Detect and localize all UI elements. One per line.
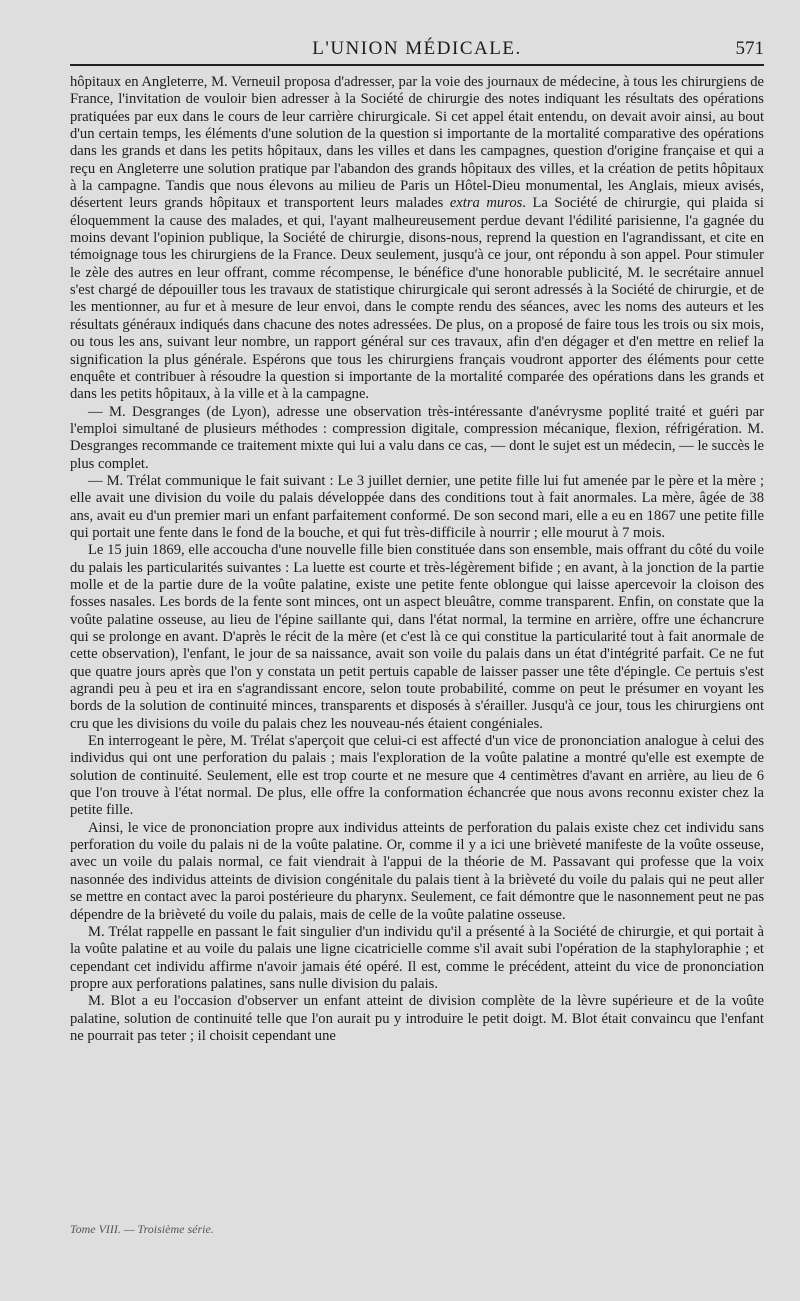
paragraph: En interrogeant le père, M. Trélat s'aperçoit que celui-ci est affecté d'un vice de prononciation analogue à celui des individus qui ont une perforation du palais ; mais l'exploration de la voûte palatine a montré qu'elle est exempte de solution de continuité. Seulement, elle est trop courte et ne mesure que 4 centimètres d'avant en arrière, au lieu de 6 que l'on trouve à l'état normal. De plus, elle offre la conformation échancrée que nous avons reconnu exister chez la petite fille. [70,733,764,819]
page-number: 571 [735,38,764,59]
paragraph: M. Blot a eu l'occasion d'observer un enfant atteint de division complète de la lèvre supérieure et de la voûte palatine, solution de continuité telle que l'on aurait pu y introduire le petit doigt. M. Blot était convaincu que l'enfant ne pourrait pas teter ; il choisit cependant une [70,993,764,1044]
paragraph: hôpitaux en Angleterre, M. Verneuil proposa d'adresser, par la voie des journaux de médecine, à tous les chirurgiens de France, l'invitation de vouloir bien adresser à la Société de chirurgie des notes indiquant les résultats des opérations pratiquées par eux dans le cours de leur carrière chirurgicale. Si cet appel était entendu, on devait avoir ainsi, au bout d'un certain temps, les éléments d'une solution de la question si importante de la mortalité comparative des opérations dans les grands et dans les petits hôpitaux, dans les villes et dans les campagnes, question d'origine française et qui a reçu en Angleterre une solution pratique par l'abandon des grands hôpitaux des villes, et la création de petits hôpitaux à la campagne. Tandis que nous élevons au milieu de Paris un Hôtel-Dieu monumental, les Anglais, mieux avisés, désertent leurs grands hôpitaux et transportent leurs malades extra muros. La Société de chirurgie, qui plaida si éloquemment la cause des malades, et qui, l'ayant malheureusement perdue devant l'édilité parisienne, l'a gagnée du moins devant l'opinion publique, la Société de chirurgie, disons-nous, reprend la question en l'agrandissant, et cite en témoignage tous les chirurgiens de la France. Deux seulement, jusqu'à ce jour, ont répondu à son appel. Pour stimuler le zèle des autres en leur offrant, comme récompense, le bénéfice d'une honorable publicité, M. le secrétaire annuel s'est chargé de dépouiller tous les travaux de statistique chirurgicale qui seront adressés à la Société de chirurgie, et de les mentionner, au fur et à mesure de leur envoi, dans le compte rendu des séances, avec les noms des auteurs et les résultats généraux indiqués dans chacune des notes adressées. De plus, on a proposé de faire tous les trois ou six mois, ou tous les ans, suivant leur nombre, un rapport général sur ces travaux, afin d'en dégager et d'en mettre en relief la signification la plus générale. Espérons que tous les chirurgiens français voudront apporter des éléments pour cette enquête et contribuer à résoudre la question si importante de la mortalité comparée des opérations dans les grands et dans les petits hôpitaux, à la ville et à la campagne. [70,74,764,403]
page-footer: Tome VIII. — Troisième série. [70,1222,214,1236]
paragraph: M. Trélat rappelle en passant le fait singulier d'un individu qu'il a présenté à la Société de chirurgie, et qui portait à la voûte palatine et au voile du palais une ligne cicatricielle comme s'il avait subi l'opération de la staphyloraphie ; et cependant cet individu affirme n'avoir jamais été opéré. Il est, comme le précédent, atteint du vice de prononciation propre aux perforations palatines, sans nulle division du palais. [70,923,764,992]
paragraph: Ainsi, le vice de prononciation propre aux individus atteints de perforation du palais existe chez cet individu sans perforation du voile du palais ni de la voûte palatine. Or, comme il y a ici une brièveté manifeste de la voûte osseuse, avec un voile du palais normal, ce fait viendrait à l'appui de la théorie de M. Passavant qui professe que la voix nasonnée des individus atteints de division congénitale du palais tient à la brièveté du voile du palais qui ne peut aller se mettre en contact avec la paroi postérieure du pharynx. Seulement, ce fait démontre que le nasonnement peut ne pas dépendre de la brièveté du voile du palais, mais de celle de la voûte palatine osseuse. [70,819,764,923]
paragraph: — M. Trélat communique le fait suivant : Le 3 juillet dernier, une petite fille lui fut amenée par le père et la mère ; elle avait une division du voile du palais développée dans des conditions tout à fait anormales. La mère, âgée de 38 ans, avait eu d'un premier mari un enfant parfaitement conformé. De son second mari, elle a eu en 1867 une petite fille qui portait une fente dans le fond de la bouche, et qui fut très-difficile à nourrir ; elle mourut à 7 mois. [70,472,764,541]
paragraph: — M. Desgranges (de Lyon), adresse une observation très-intéressante d'anévrysme poplité traité et guéri par l'emploi simultané de plusieurs méthodes : compression digitale, compression mécanique, flexion, réfrigération. M. Desgranges recommande ce traitement mixte qui lui a valu dans ce cas, — dont le sujet est un médecin, — le succès le plus complet. [70,403,764,472]
body-text [70,74,764,1045]
italic-phrase: extra muros [449,195,523,212]
running-title: L'UNION MÉDICALE. [312,38,522,59]
paragraph: Le 15 juin 1869, elle accoucha d'une nouvelle fille bien constituée dans son ensemble, mais offrant du côté du voile du palais les particularités suivantes : La luette est courte et très-légèrement bifide ; en avant, à la jonction de la partie molle et de la partie dure de la voûte palatine, existe une petite fente oblongue qui laisse apercevoir la cloison des fosses nasales. Les bords de la fente sont minces, ont un aspect bleuâtre, comme transparent. Enfin, on constate que la voûte palatine osseuse, au lieu de l'épine saillante qui, dans l'état normal, la termine en arrière, offre une échancrure qui se prolonge en avant. D'après le récit de la mère (et c'est là ce qui constitue la particularité tout à fait anormale de cette observation), l'enfant, le jour de sa naissance, avait son voile du palais dans un état d'intégrité parfait. Ce ne fut que quatre jours après que l'on y constata un petit pertuis capable de laisser passer une tête d'épingle. Ce pertuis s'est agrandi peu à peu et ira en s'agrandissant encore, selon toute probabilité, comme on peut le présumer en voyant les bords de la solution de continuité minces, transparents et disposés à s'érailler. Jusqu'à ce jour, tous les chirurgiens ont cru que les divisions du voile du palais chez les nouveau-nés étaient congéniales. [70,542,764,732]
page-header [70,30,764,66]
